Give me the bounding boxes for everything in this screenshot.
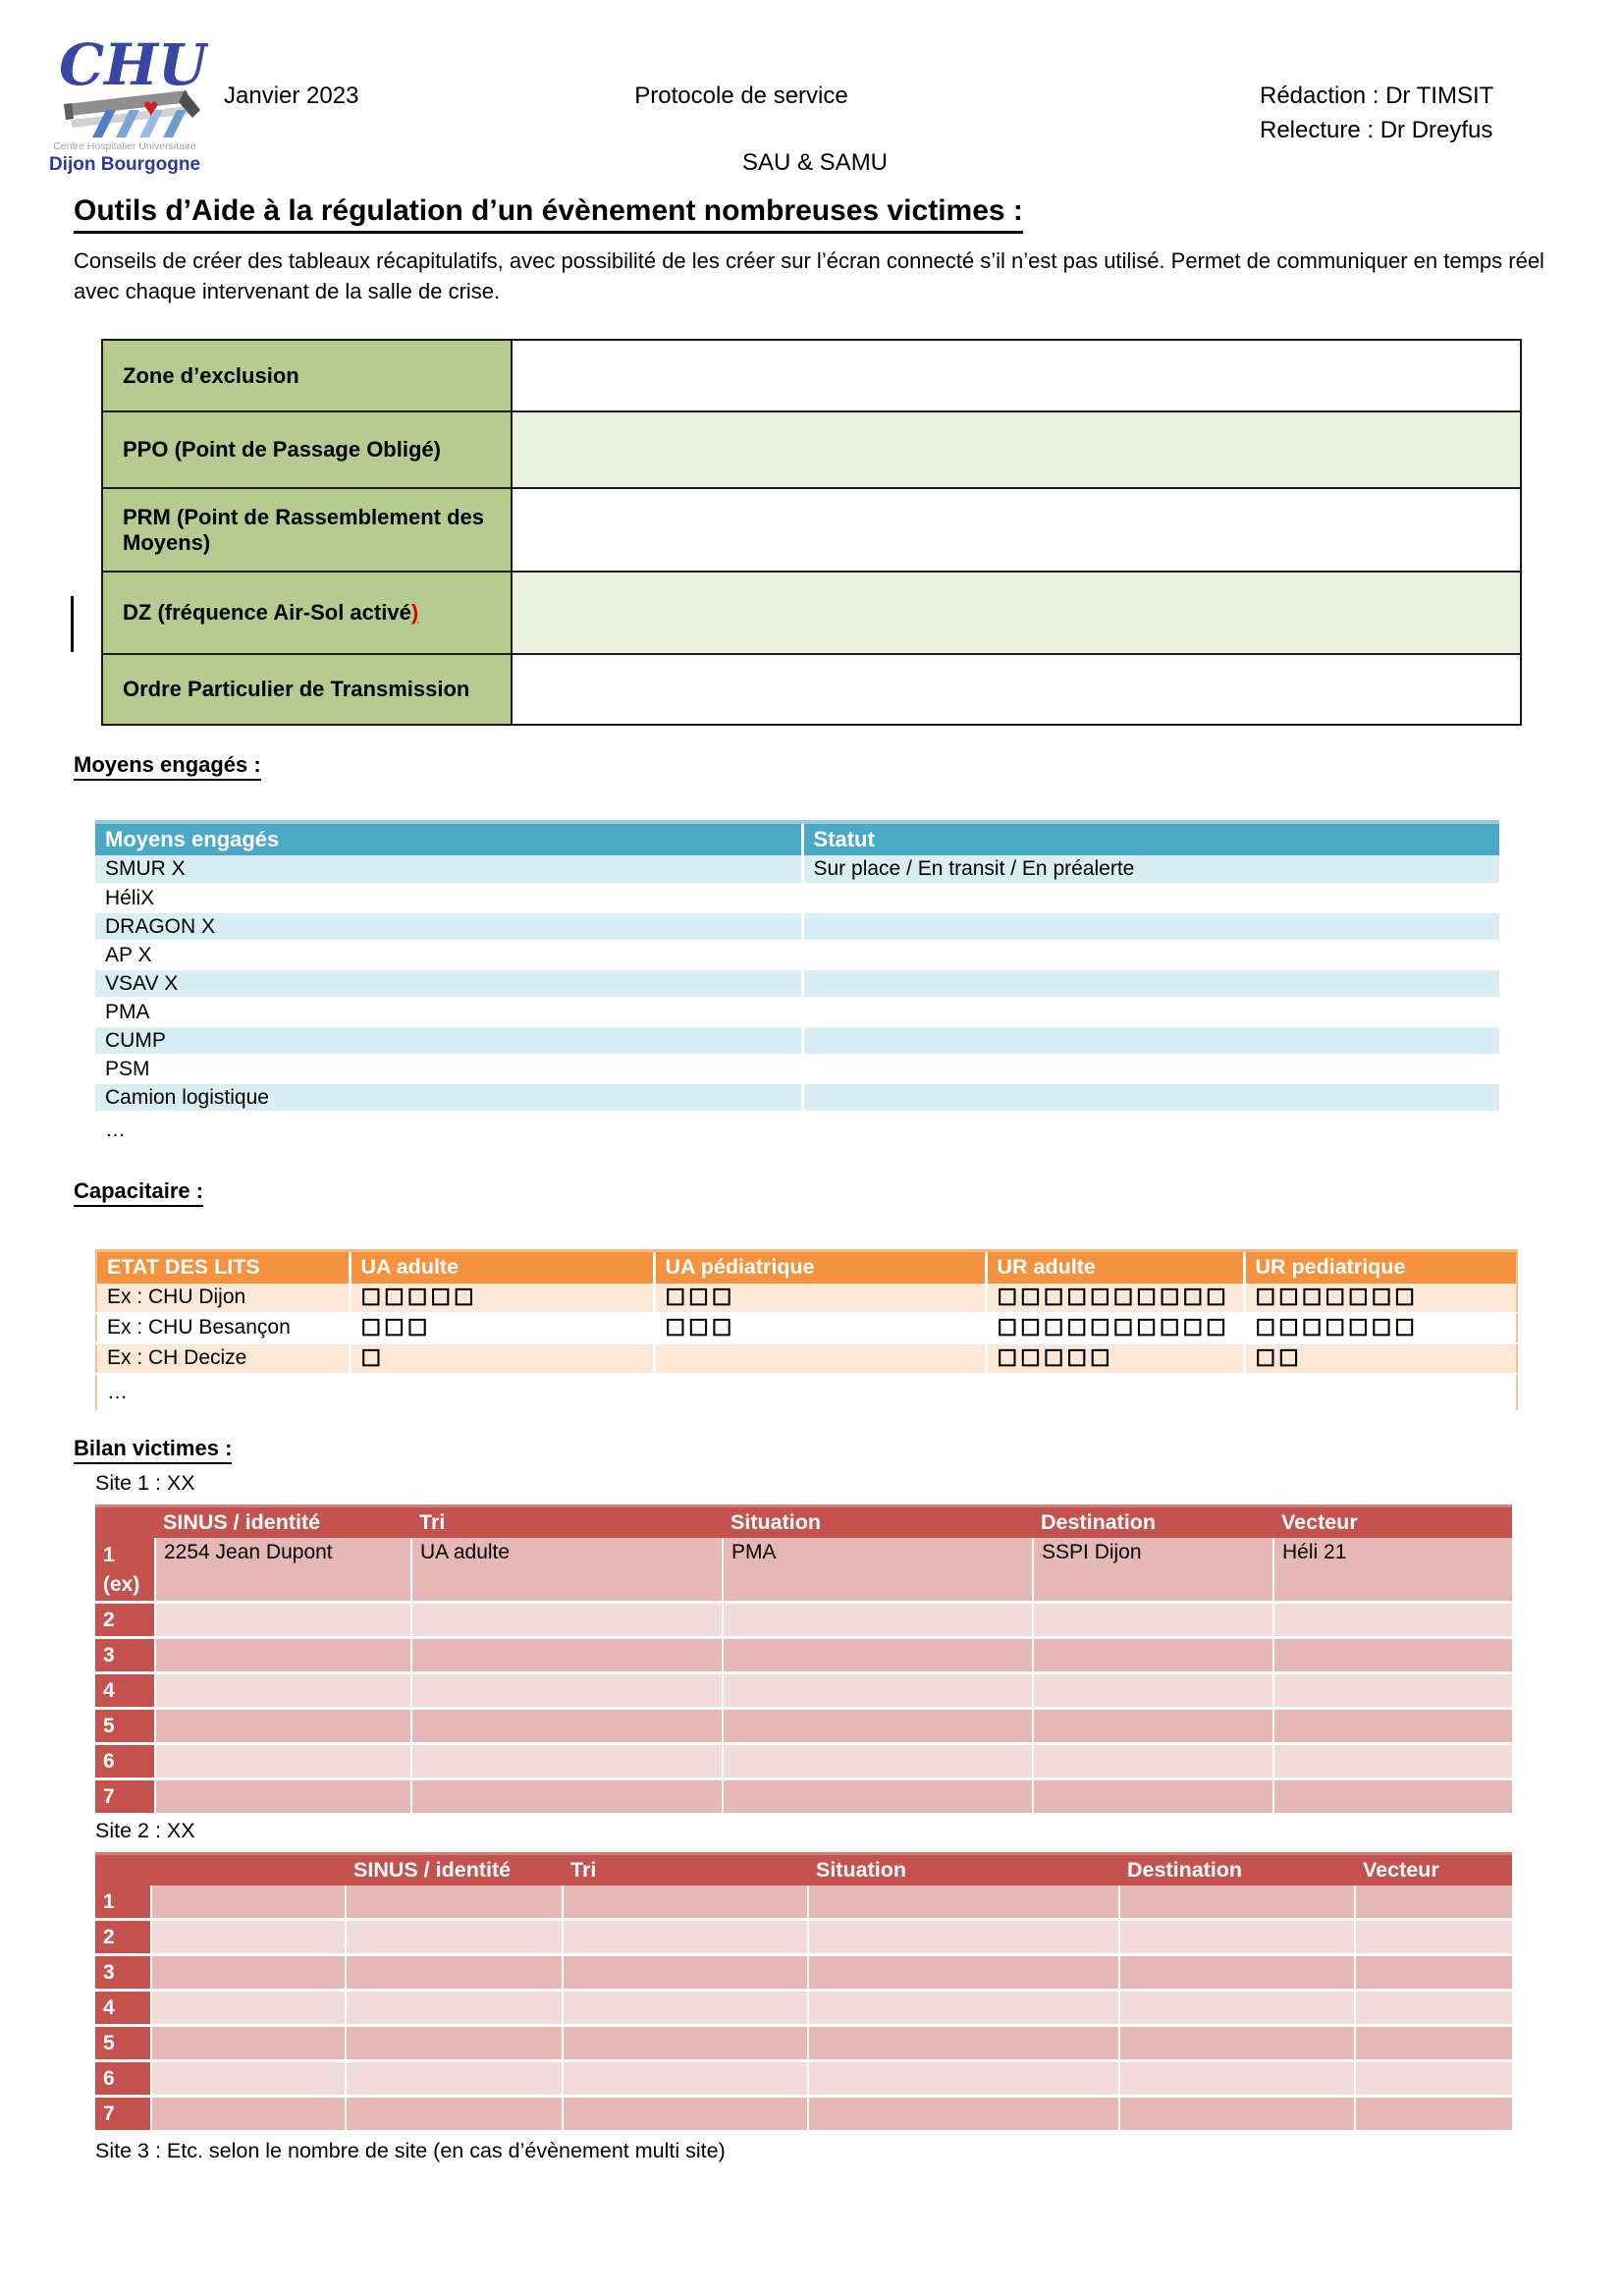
situation-cell [723, 1603, 1033, 1638]
bed-boxes [654, 1374, 986, 1411]
sinus-cell [346, 2025, 563, 2060]
bed-boxes [1244, 1374, 1517, 1411]
heart-icon: ♥ [143, 92, 159, 122]
situation-cell [808, 2025, 1119, 2060]
destination-cell [1119, 2025, 1355, 2060]
statut-cell [802, 1055, 1499, 1083]
bed-boxes: ☐☐☐ [350, 1313, 654, 1343]
row-number: 1 [95, 1886, 151, 1920]
bilan-heading: Bilan victimes : [74, 1436, 232, 1464]
tri-cell [563, 2025, 808, 2060]
site-cell: Ex : CH Decize [96, 1343, 350, 1374]
tri-cell [563, 1886, 808, 1920]
moyen-cell: PMA [95, 998, 802, 1026]
moyens-table [95, 820, 1499, 1150]
doc-type: Protocole de service [634, 82, 848, 109]
vecteur-cell [1273, 1709, 1512, 1744]
site3-note: Site 3 : Etc. selon le nombre de site (en cas d’évènement multi site) [95, 2139, 726, 2162]
zone-value [512, 488, 1521, 572]
zone-value [512, 340, 1521, 411]
situation-cell [808, 2060, 1119, 2096]
situation-cell [723, 1744, 1033, 1779]
destination-cell [1033, 1603, 1273, 1638]
sinus-cell [346, 1990, 563, 2025]
bed-boxes: ☐☐☐☐☐ [986, 1343, 1244, 1374]
tri-cell [563, 2096, 808, 2131]
bed-boxes [654, 1343, 986, 1374]
statut-cell [802, 1112, 1499, 1149]
tri-cell [563, 1954, 808, 1990]
victim-row [95, 1709, 1512, 1744]
col-vecteur: Vecteur [1355, 1854, 1512, 1886]
chu-logo-city: Dijon Bourgogne [48, 154, 201, 175]
moyens-row [95, 998, 1499, 1026]
tri-cell [411, 1638, 723, 1673]
victim-row [95, 1919, 1512, 1954]
site1-header-row [95, 1506, 1512, 1538]
row-number: 4 [95, 1990, 151, 2025]
victim-row [95, 1990, 1512, 2025]
victim-row [95, 1886, 1512, 1920]
row-number: 3 [95, 1954, 151, 1990]
tri-cell: UA adulte [411, 1538, 723, 1603]
destination-cell [1119, 2060, 1355, 2096]
sinus-cell [346, 2060, 563, 2096]
moyens-header-row [95, 822, 1499, 855]
blank-header-cell [95, 1506, 155, 1538]
moyens-row [95, 855, 1499, 884]
statut-cell [802, 941, 1499, 969]
tri-cell [411, 1779, 723, 1815]
service-line: SAU & SAMU [741, 149, 889, 176]
vecteur-cell [1355, 1990, 1512, 2025]
site1-label: Site 1 : XX [95, 1471, 195, 1495]
vecteur-cell [1355, 1919, 1512, 1954]
moyen-cell: CUMP [95, 1026, 802, 1055]
etat-lits-row [96, 1284, 1517, 1313]
col-ua-adulte: UA adulte [350, 1251, 654, 1284]
etat-lits-row [96, 1313, 1517, 1343]
moyen-cell: DRAGON X [95, 912, 802, 941]
situation-cell [723, 1709, 1033, 1744]
site2-header-row [95, 1854, 1512, 1886]
bed-boxes: ☐☐☐☐☐☐☐☐☐☐ [986, 1313, 1244, 1343]
site-cell: … [96, 1374, 350, 1411]
situation-cell [808, 2096, 1119, 2131]
row-number: 2 [95, 1603, 155, 1638]
etat-lits-row [96, 1374, 1517, 1411]
moyens-row [95, 1055, 1499, 1083]
bed-boxes: ☐☐☐☐☐☐☐☐☐☐ [986, 1284, 1244, 1313]
tri-cell [563, 1990, 808, 2025]
victim-row [95, 2096, 1512, 2131]
moyens-row [95, 1112, 1499, 1149]
sinus-cell [155, 1744, 411, 1779]
sinus-cell [346, 1886, 563, 1920]
destination-cell [1119, 1990, 1355, 2025]
col-destination: Destination [1033, 1506, 1273, 1538]
sinus-cell [155, 1638, 411, 1673]
destination-cell [1119, 1954, 1355, 1990]
col-tri: Tri [411, 1506, 723, 1538]
victim-row [95, 1954, 1512, 1990]
moyen-cell: HéliX [95, 884, 802, 912]
vecteur-cell [1273, 1673, 1512, 1709]
zones-table [101, 339, 1522, 726]
bed-boxes: ☐☐☐ [654, 1284, 986, 1313]
capacitaire-heading: Capacitaire : [74, 1178, 203, 1207]
doc-relecture: Relecture : Dr Dreyfus [1260, 117, 1493, 143]
col-ua-pediatrique: UA pédiatrique [654, 1251, 986, 1284]
statut-cell [802, 998, 1499, 1026]
destination-cell [1033, 1779, 1273, 1815]
bed-boxes: ☐☐ [1244, 1343, 1517, 1374]
moyens-row [95, 884, 1499, 912]
zone-label: Zone d’exclusion [102, 340, 512, 411]
row-number: 3 [95, 1638, 155, 1673]
zone-value [512, 654, 1521, 725]
moyens-row [95, 941, 1499, 969]
col-tri: Tri [563, 1854, 808, 1886]
row-number: 6 [95, 2060, 151, 2096]
intro-text: Conseils de créer des tableaux récapitulatifs, avec possibilité de les créer sur l’écran connecté s’il n’est pas utilisé. Permet de communiquer en temps réel avec chaque intervenant de la salle de crise. [74, 248, 1544, 303]
sinus-cell [346, 2096, 563, 2131]
vecteur-cell [1273, 1744, 1512, 1779]
destination-cell [1033, 1709, 1273, 1744]
zone-label: DZ (fréquence Air-Sol activé) [102, 572, 512, 654]
destination-cell [1033, 1638, 1273, 1673]
situation-cell [808, 1886, 1119, 1920]
vecteur-cell [1355, 1954, 1512, 1990]
situation-cell [723, 1638, 1033, 1673]
statut-cell [802, 884, 1499, 912]
tri-cell [411, 1744, 723, 1779]
zone-label: PPO (Point de Passage Obligé) [102, 411, 512, 488]
col-sinus-identite: SINUS / identité [155, 1506, 411, 1538]
site-cell: Ex : CHU Dijon [96, 1284, 350, 1313]
doc-date: Janvier 2023 [224, 82, 359, 109]
victim-row [95, 1638, 1512, 1673]
vecteur-cell [1355, 1886, 1512, 1920]
bed-boxes [986, 1374, 1244, 1411]
vecteur-cell [1273, 1638, 1512, 1673]
zone-row [102, 340, 1521, 411]
vecteur-cell [1355, 2025, 1512, 2060]
site2-label: Site 2 : XX [95, 1819, 195, 1842]
bed-boxes: ☐☐☐☐☐☐☐ [1244, 1284, 1517, 1313]
col-situation: Situation [808, 1854, 1119, 1886]
situation-cell: PMA [723, 1538, 1033, 1603]
col-etat-des-lits: ETAT DES LITS [96, 1251, 350, 1284]
row-number: 4 [95, 1673, 155, 1709]
col-sinus-identite: SINUS / identité [346, 1854, 563, 1886]
situation-cell [808, 1954, 1119, 1990]
blank-header-cell [151, 1854, 346, 1886]
tri-cell [411, 1673, 723, 1709]
blank-header-cell [95, 1854, 151, 1886]
zone-value [512, 411, 1521, 488]
zone-row [102, 654, 1521, 725]
moyens-row [95, 1083, 1499, 1112]
statut-col-header: Statut [802, 822, 1499, 855]
zone-label: PRM (Point de Rassemblement des Moyens) [102, 488, 512, 572]
vecteur-cell [1273, 1779, 1512, 1815]
moyen-cell: AP X [95, 941, 802, 969]
tri-cell [411, 1709, 723, 1744]
zone-row [102, 488, 1521, 572]
victim-row [95, 1603, 1512, 1638]
doc-authors [1260, 79, 1493, 147]
extra-cell [151, 2060, 346, 2096]
moyen-cell: SMUR X [95, 855, 802, 884]
victim-row [95, 1673, 1512, 1709]
moyens-row [95, 912, 1499, 941]
zone-row [102, 572, 1521, 654]
bed-boxes: ☐ [350, 1343, 654, 1374]
victim-row [95, 1779, 1512, 1815]
dz-red-paren: ) [410, 600, 419, 625]
col-ur-adulte: UR adulte [986, 1251, 1244, 1284]
victim-row [95, 2025, 1512, 2060]
vecteur-cell: Héli 21 [1273, 1538, 1512, 1603]
row-number: 7 [95, 1779, 155, 1815]
victim-row [95, 2060, 1512, 2096]
extra-cell [151, 1990, 346, 2025]
zone-label: Ordre Particulier de Transmission [102, 654, 512, 725]
bed-boxes: ☐☐☐☐☐ [350, 1284, 654, 1313]
chu-logo-subtitle: Centre Hospitalier Universitaire [53, 140, 196, 152]
etat-lits-row [96, 1343, 1517, 1374]
destination-cell [1033, 1673, 1273, 1709]
bed-boxes: ☐☐☐ [654, 1313, 986, 1343]
destination-cell [1119, 1886, 1355, 1920]
moyens-col-header: Moyens engagés [95, 822, 802, 855]
extra-cell [151, 2025, 346, 2060]
etat-lits-table [95, 1249, 1518, 1412]
chu-logo [41, 27, 208, 180]
destination-cell [1119, 2096, 1355, 2131]
moyens-heading: Moyens engagés : [74, 752, 261, 781]
destination-cell [1119, 1919, 1355, 1954]
sinus-cell [155, 1603, 411, 1638]
extra-cell [151, 1954, 346, 1990]
zone-row [102, 411, 1521, 488]
statut-cell [802, 1083, 1499, 1112]
col-destination: Destination [1119, 1854, 1355, 1886]
moyens-row [95, 1026, 1499, 1055]
tri-cell [563, 2060, 808, 2096]
moyen-cell: PSM [95, 1055, 802, 1083]
tri-cell [411, 1603, 723, 1638]
moyen-cell: … [95, 1112, 802, 1149]
moyen-cell: VSAV X [95, 969, 802, 998]
site1-table [95, 1504, 1512, 1816]
sinus-cell [155, 1709, 411, 1744]
destination-cell: SSPI Dijon [1033, 1538, 1273, 1603]
row-number: 6 [95, 1744, 155, 1779]
victim-row [95, 1744, 1512, 1779]
vecteur-cell [1355, 2096, 1512, 2131]
extra-cell [151, 1886, 346, 1920]
doc-redaction: Rédaction : Dr TIMSIT [1260, 82, 1494, 109]
situation-cell [808, 1990, 1119, 2025]
destination-cell [1033, 1744, 1273, 1779]
victim-row [95, 1538, 1512, 1603]
sinus-cell [346, 1919, 563, 1954]
revision-bar [71, 596, 74, 652]
chu-logo-acronym: CHU [59, 31, 208, 98]
statut-cell [802, 969, 1499, 998]
extra-cell [151, 2096, 346, 2131]
row-number: 1 (ex) [95, 1538, 155, 1603]
extra-cell [151, 1919, 346, 1954]
statut-cell [802, 912, 1499, 941]
sinus-cell [346, 1954, 563, 1990]
statut-cell: Sur place / En transit / En préalerte [802, 855, 1499, 884]
situation-cell [723, 1779, 1033, 1815]
row-number: 5 [95, 2025, 151, 2060]
sinus-cell [155, 1779, 411, 1815]
moyens-row [95, 969, 1499, 998]
page-title: Outils d’Aide à la régulation d’un évènement nombreuses victimes : [74, 194, 1023, 234]
vecteur-cell [1355, 2060, 1512, 2096]
moyen-cell: Camion logistique [95, 1083, 802, 1112]
statut-cell [802, 1026, 1499, 1055]
col-vecteur: Vecteur [1273, 1506, 1512, 1538]
bed-boxes: ☐☐☐☐☐☐☐ [1244, 1313, 1517, 1343]
situation-cell [723, 1673, 1033, 1709]
site-cell: Ex : CHU Besançon [96, 1313, 350, 1343]
col-ur-pediatrique: UR pediatrique [1244, 1251, 1517, 1284]
sinus-cell [155, 1673, 411, 1709]
vecteur-cell [1273, 1603, 1512, 1638]
situation-cell [808, 1919, 1119, 1954]
row-number: 5 [95, 1709, 155, 1744]
site2-table [95, 1852, 1512, 2133]
bed-boxes [350, 1374, 654, 1411]
zone-value [512, 572, 1521, 654]
chu-logo-graphic [41, 27, 208, 175]
row-number: 2 [95, 1919, 151, 1954]
etat-lits-header-row [96, 1251, 1517, 1284]
col-situation: Situation [723, 1506, 1033, 1538]
tri-cell [563, 1919, 808, 1954]
row-number: 7 [95, 2096, 151, 2131]
sinus-cell: 2254 Jean Dupont [155, 1538, 411, 1603]
